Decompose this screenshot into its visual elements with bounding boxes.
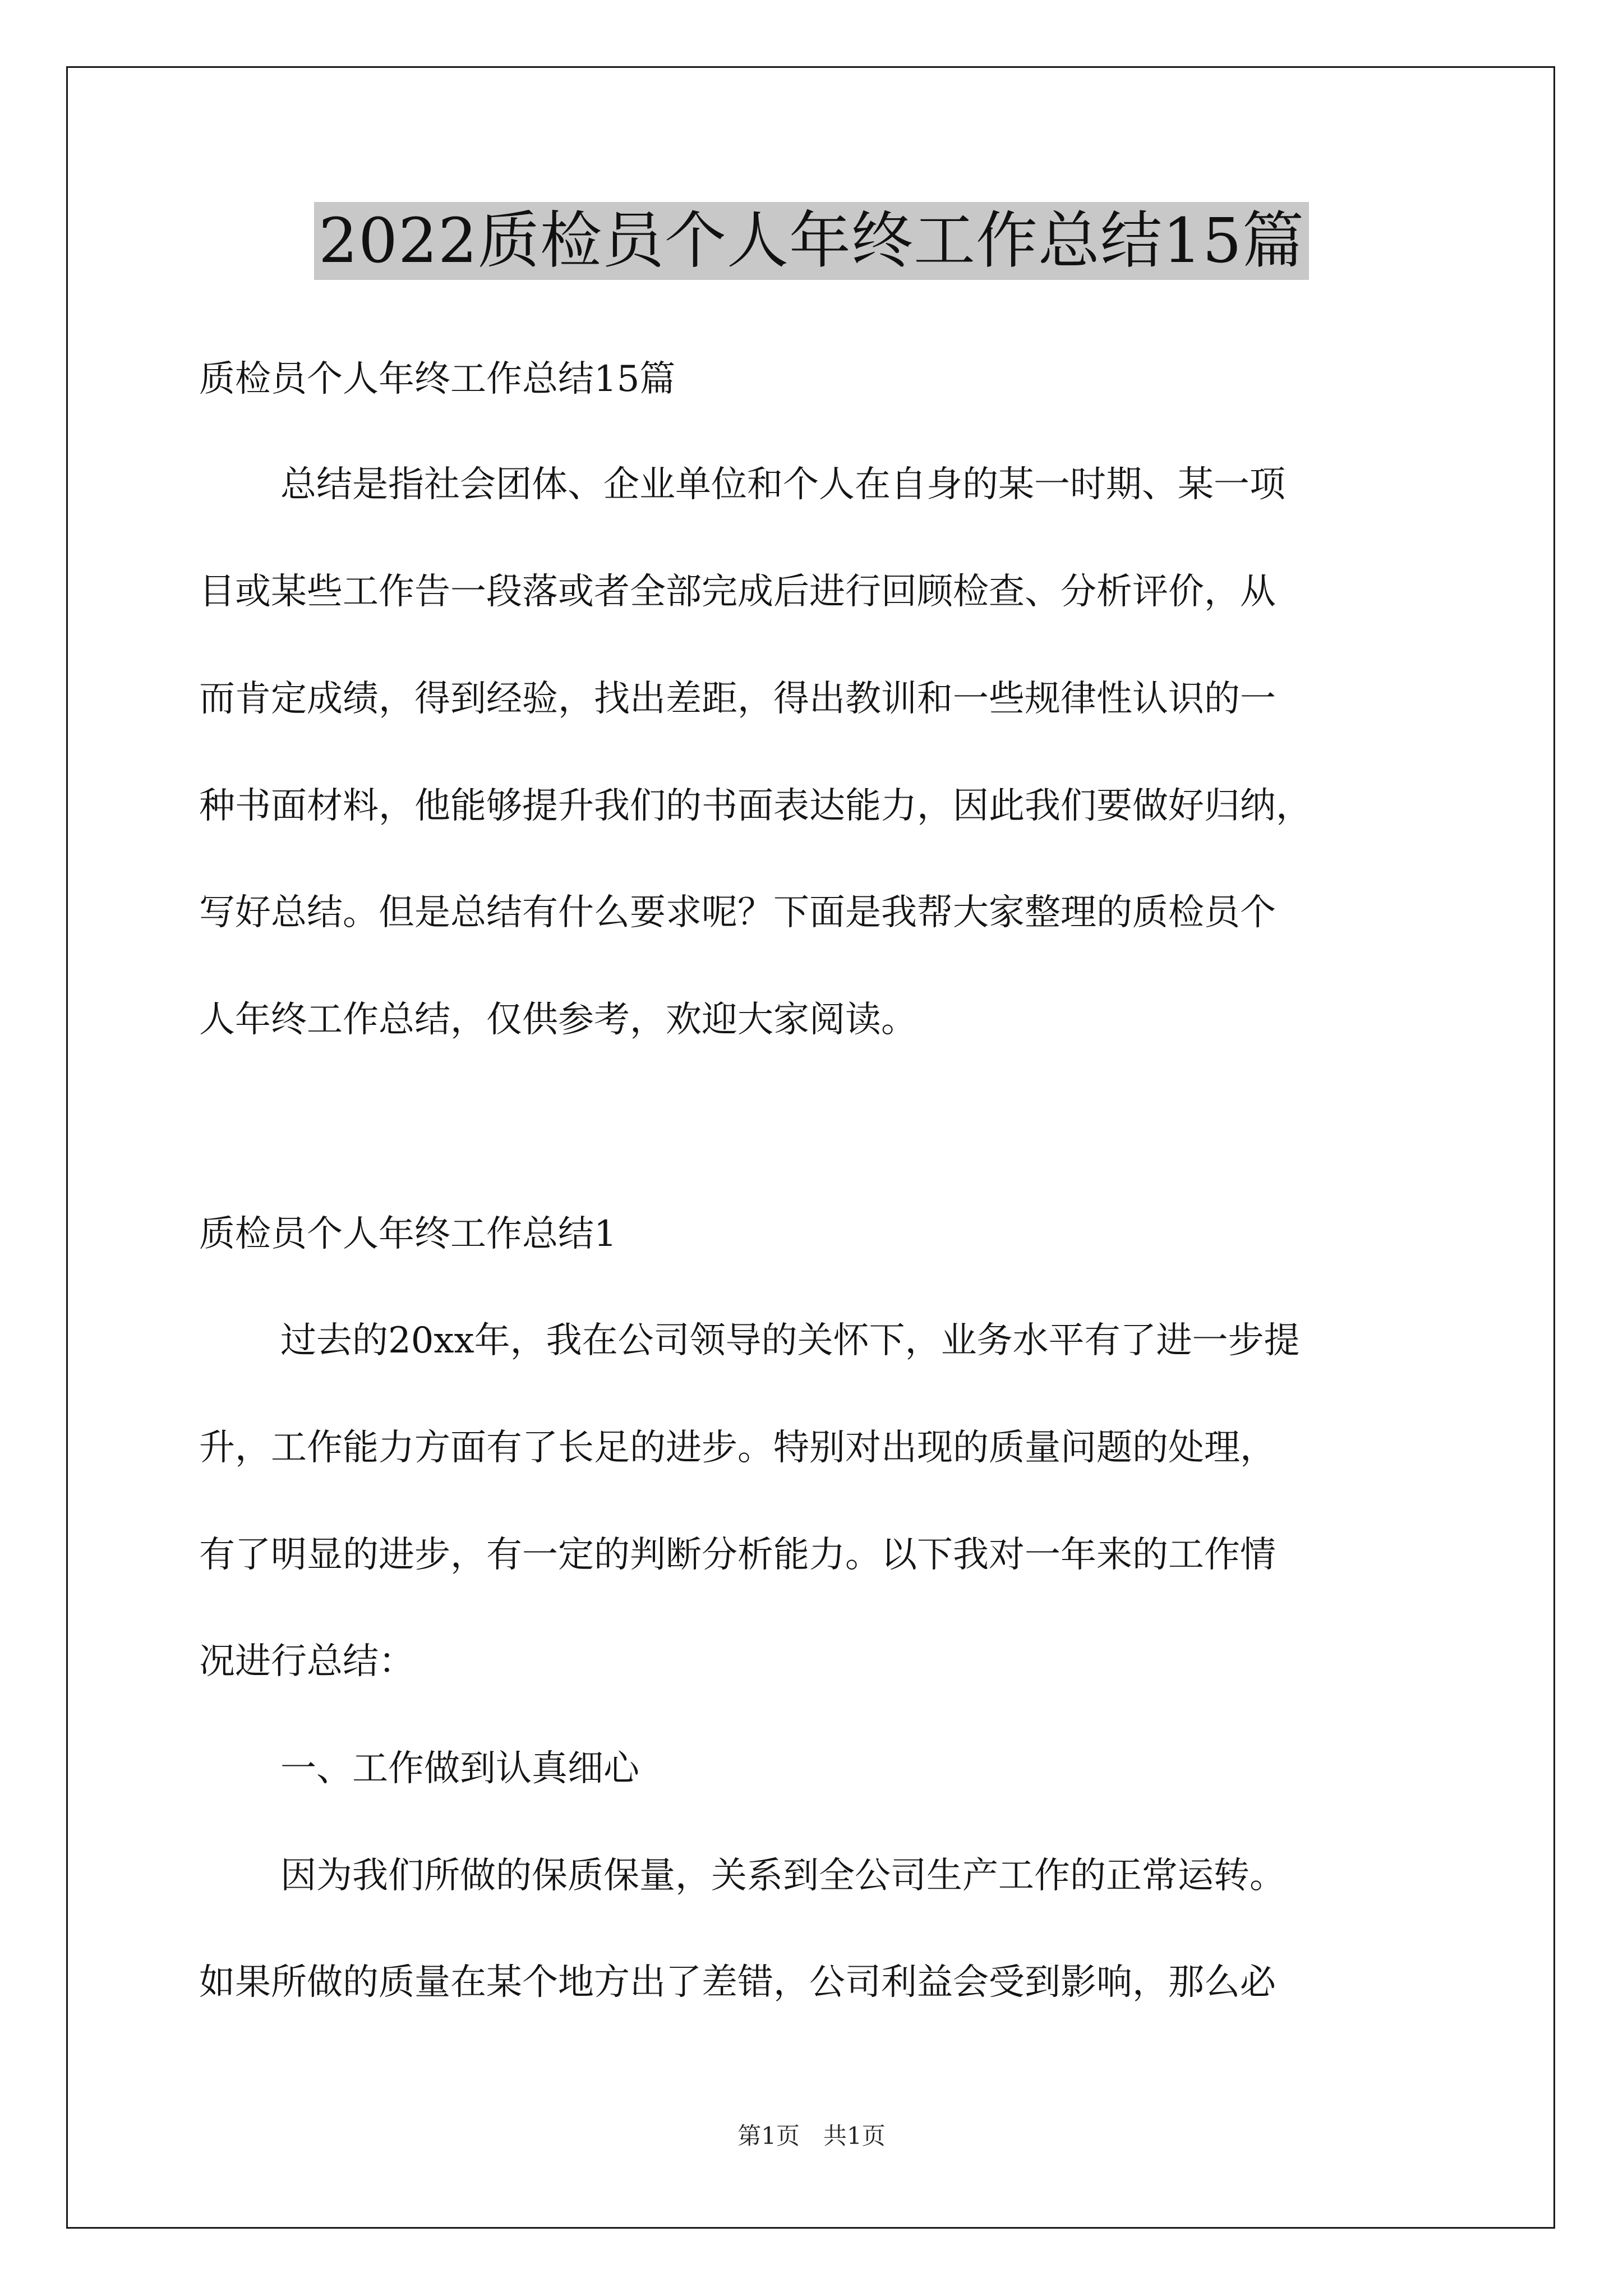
paragraph-line: 目或某些工作告一段落或者全部完成后进行回顾检查、分析评价，从	[199, 571, 1276, 613]
section-heading: 质检员个人年终工作总结1	[199, 1213, 617, 1255]
section-heading: 质检员个人年终工作总结15篇	[199, 358, 676, 400]
paragraph-line: 况进行总结：	[199, 1641, 414, 1682]
paragraph-line: 有了明显的进步，有一定的判断分析能力。以下我对一年来的工作情	[199, 1534, 1276, 1576]
paragraph-line: 如果所做的质量在某个地方出了差错，公司利益会受到影响，那么必	[199, 1962, 1276, 2003]
document-title: 2022质检员个人年终工作总结15篇	[314, 202, 1309, 280]
paragraph-line: 因为我们所做的保质保量，关系到全公司生产工作的正常运转。	[280, 1855, 1285, 1897]
paragraph-line: 人年终工作总结，仅供参考，欢迎大家阅读。	[199, 999, 917, 1041]
paragraph-line: 写好总结。但是总结有什么要求呢？下面是我帮大家整理的质检员个	[199, 892, 1276, 933]
paragraph-line: 总结是指社会团体、企业单位和个人在自身的某一时期、某一项	[280, 464, 1285, 505]
paragraph-line: 而肯定成绩，得到经验，找出差距，得出教训和一些规律性认识的一	[199, 678, 1276, 720]
paragraph-line: 种书面材料，他能够提升我们的书面表达能力，因此我们要做好归纳，	[199, 785, 1312, 827]
paragraph-line: 过去的20xx年，我在公司领导的关怀下，业务水平有了进一步提	[280, 1320, 1300, 1361]
paragraph-line: 升，工作能力方面有了长足的进步。特别对出现的质量问题的处理，	[199, 1427, 1276, 1469]
title-container	[0, 202, 1623, 280]
page-number: 第1页 共1页	[737, 2122, 886, 2150]
subheading: 一、工作做到认真细心	[280, 1748, 639, 1789]
